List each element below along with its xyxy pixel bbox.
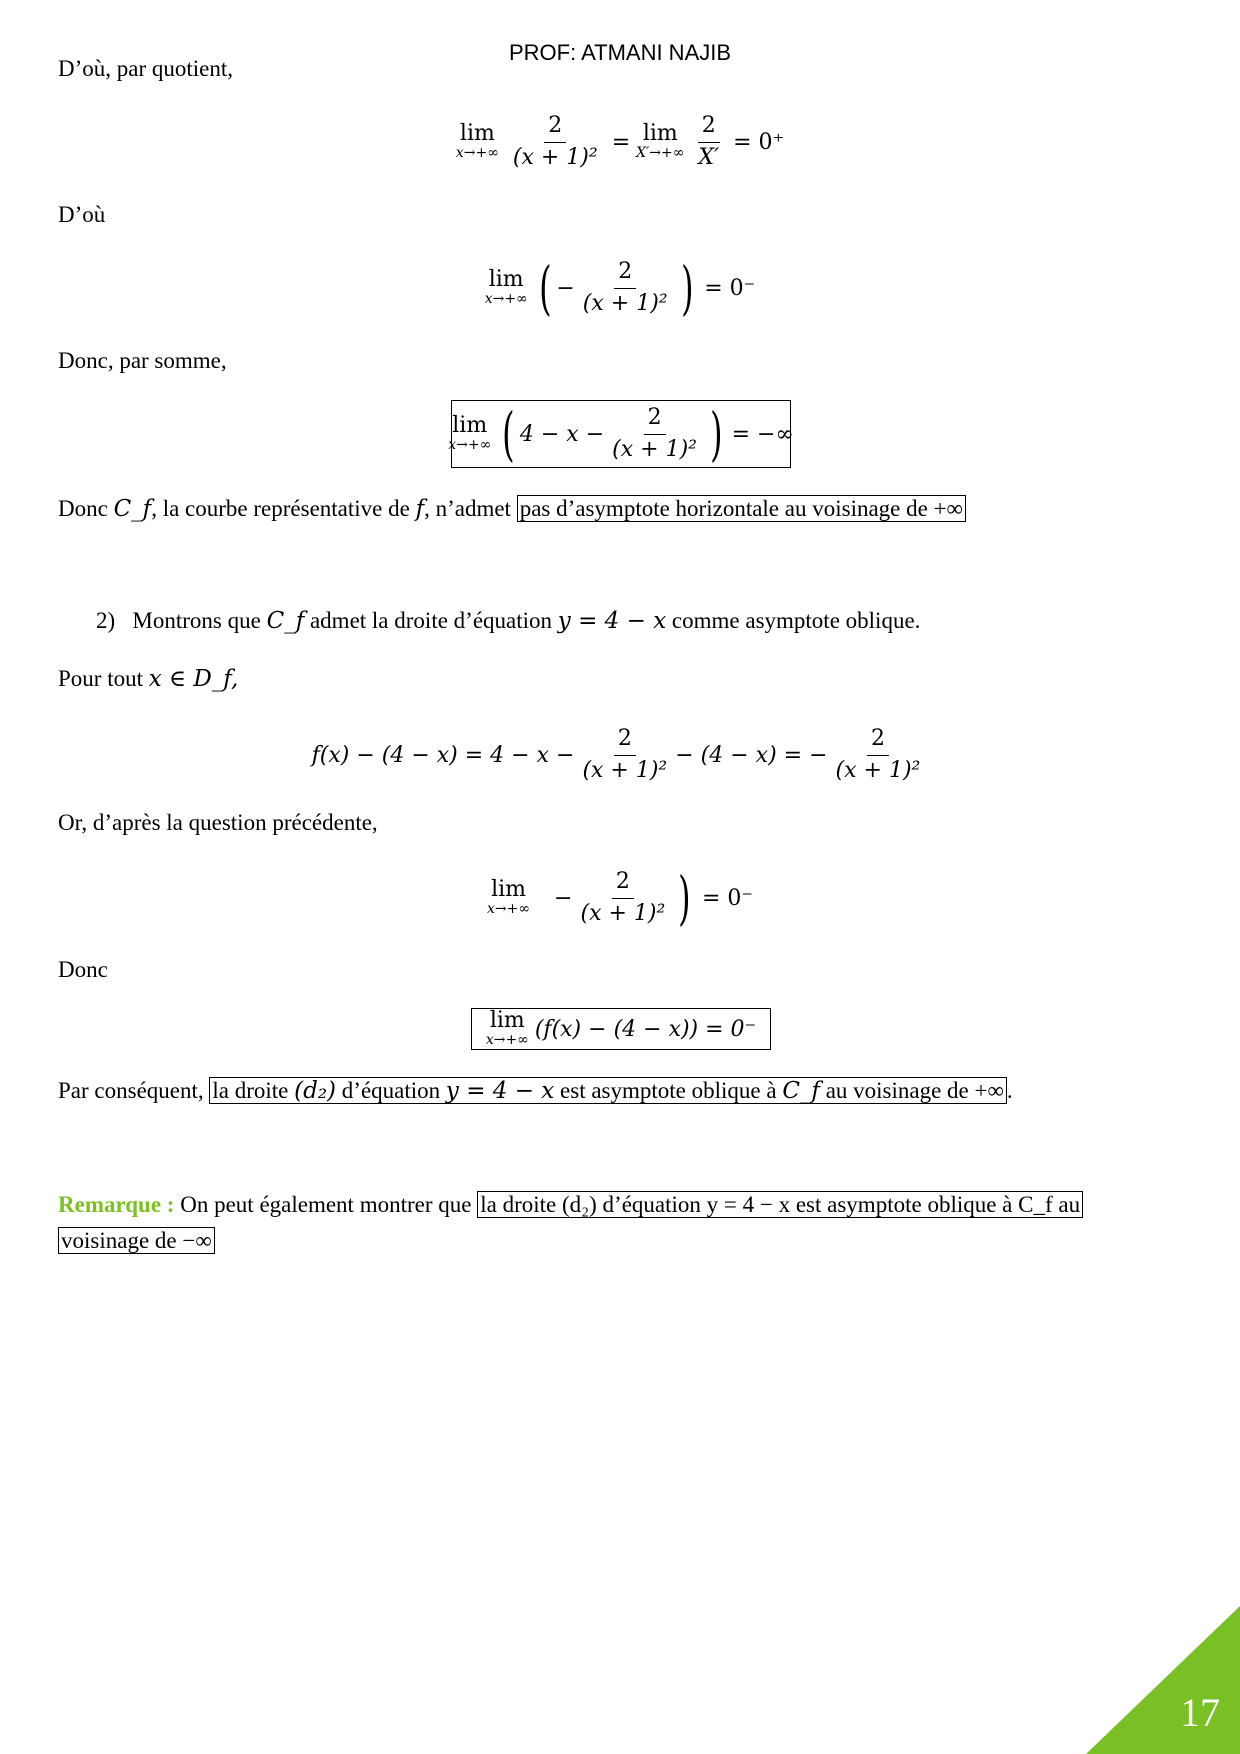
fraction: $\frac{2}{\text{(x + 1)²}}$ — [835, 726, 921, 783]
conclusion-line-1: Donc C_f, la courbe représentative de f, n’admet pas d’asymptote horizontale au voisinage de +∞ — [58, 494, 966, 524]
text-line-5: Pour tout x ∈ D_f, — [58, 666, 239, 692]
fraction: $\frac{2}{\text{(x + 1)²}}$ — [612, 405, 697, 462]
remark-line-1: Remarque : On peut également montrer que la droite (d₂) d’équation y = 4 − x est asymptote oblique à C_f au — [58, 1190, 1083, 1220]
text-line-1: D’où, par quotient, — [58, 56, 234, 81]
equation-4: f(x) − (4 − x) = 4 − x − $\frac{2}{\text{(x + 1)²}}$ − (4 − x) = − $\frac{2}{\text{(x + 1)²}}$ — [0, 718, 1240, 792]
limit-operator: lim X′→+∞ — [636, 121, 685, 162]
limit-operator: lim x→+∞ — [455, 121, 499, 162]
page-number: 17 — [1180, 1690, 1220, 1735]
limit-operator: lim x→+∞ — [448, 413, 492, 454]
boxed-remark: la droite (d₂) d’équation y = 4 − x est asymptote oblique à C_f au — [477, 1191, 1083, 1218]
limit-operator: lim x→+∞ — [487, 877, 531, 918]
text-line-3: Donc, par somme, — [58, 348, 227, 373]
equation-2: lim x→+∞ ( − $\frac{2}{\text{(x + 1)²}}$ ) = 0⁻ — [484, 254, 756, 322]
boxed-conclusion: pas d’asymptote horizontale au voisinage de +∞ — [517, 495, 966, 522]
question-2: 2) Montrons que C_f admet la droite d’équation y = 4 − x comme asymptote oblique. — [96, 608, 921, 634]
page-header: PROF: ATMANI NAJIB — [508, 40, 732, 65]
fraction: $\frac{2}{\text{(x + 1)²}}$ — [580, 869, 666, 926]
text-line-7: Donc — [58, 957, 108, 982]
limit-operator: lim x→+∞ — [485, 1008, 529, 1049]
conclusion-line-2: Par conséquent, la droite (d₂) d’équation y = 4 − x est asymptote oblique à C_f au voisinage de +∞ . — [58, 1078, 1013, 1104]
boxed-remark-continued: voisinage de −∞ — [58, 1227, 215, 1254]
equation-5: lim x→+∞ − $\frac{2}{\text{(x + 1)²}}$ ) = 0⁻ — [487, 864, 753, 932]
equation-1: lim x→+∞ $\frac{2}{\text{(x + 1)²}}$ = lim X′→+∞ $\frac{2}{X'}$ = 0⁺ — [455, 113, 785, 170]
equation-6-boxed: lim x→+∞ (f(x) − (4 − x)) = 0⁻ — [471, 1008, 771, 1050]
limit-operator: lim x→+∞ — [484, 267, 528, 308]
text-line-6: Or, d’après la question précédente, — [58, 810, 378, 835]
boxed-conclusion: la droite (d₂) d’équation y = 4 − x est asymptote oblique à C_f au voisinage de +∞ — [209, 1077, 1007, 1104]
remark-line-2 — [58, 1226, 215, 1256]
remark-label: Remarque : — [58, 1192, 181, 1217]
fraction: $\frac{2}{\text{(x + 1)²}}$ — [512, 113, 598, 170]
equation-3-boxed: lim x→+∞ ( 4 − x − $\frac{2}{\text{(x + 1)²}}$ ) = −∞ — [448, 400, 794, 468]
fraction: $\frac{2}{\text{(x + 1)²}}$ — [582, 726, 668, 783]
fraction: $\frac{2}{\text{(x + 1)²}}$ — [582, 259, 668, 316]
fraction: $\frac{2}{X'}$ — [698, 113, 720, 170]
text-line-2: D’où — [58, 202, 106, 227]
